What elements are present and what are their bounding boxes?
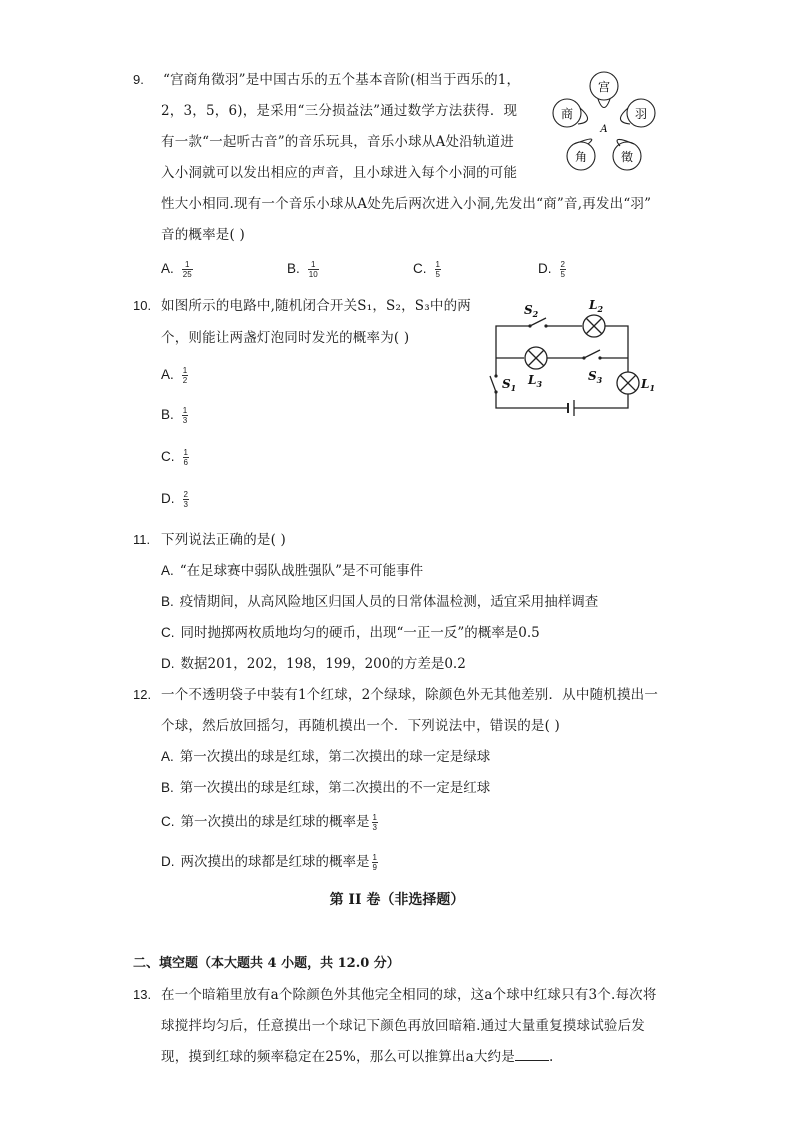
question-text-line: 2，3，5，6)，是采用“三分损益法”通过数学方法获得．现 <box>161 103 518 119</box>
question-number: 12. <box>133 687 152 702</box>
option-c: C. 同时抛掷两枚质地均匀的硬币，出现“一正一反”的概率是0.5 <box>161 625 540 641</box>
music-toy-figure <box>550 66 660 176</box>
figure-label-yu: 羽 <box>634 107 648 121</box>
option-a: A. “在足球赛中弱队战胜强队”是不可能事件 <box>161 563 424 579</box>
fraction: $\frac{1}{6}$ <box>183 448 188 467</box>
question-text-line: 音的概率是( ) <box>161 227 245 243</box>
section-heading: 二、填空题（本大题共 4 小题，共 12.0 分） <box>133 956 400 971</box>
question-text-line: “宫商角徵羽”是中国古乐的五个基本音阶(相当于西乐的1， <box>163 72 521 88</box>
question-number: 9. <box>133 72 144 87</box>
fraction: $\frac{1}{5}$ <box>435 260 440 279</box>
fraction: $\frac{1}{10}$ <box>308 260 318 279</box>
option-b: B. 疫情期间，从高风险地区归国人员的日常体温检测，适宜采用抽样调查 <box>161 594 599 610</box>
fraction: $\frac{1}{9}$ <box>372 853 377 872</box>
question-text-line: 入小洞就可以发出相应的声音，且小球进入每个小洞的可能 <box>161 165 518 181</box>
l2-label: $L_2$ <box>589 298 604 314</box>
fraction: $\frac{1}{2}$ <box>182 366 188 385</box>
question-text-line: 如图所示的电路中,随机闭合开关S₁，S₂，S₃中的两 <box>161 298 471 314</box>
fraction: $\frac{2}{5}$ <box>560 260 565 279</box>
option-c: C. $\frac{1}{5}$ <box>413 260 440 279</box>
figure-label-gong: 宫 <box>597 80 611 94</box>
option-a: A. $\frac{1}{2}$ <box>161 366 188 385</box>
l1-label: $L_1$ <box>641 377 656 393</box>
question-text-line: 有一款“一起听古音”的音乐玩具，音乐小球从A处沿轨道进 <box>161 134 514 150</box>
question-text-line: 个球，然后放回摇匀，再随机摸出一个．下列说法中，错误的是( ) <box>161 718 561 734</box>
fraction: $\frac{1}{3}$ <box>182 406 188 425</box>
option-c: C. 第一次摸出的球是红球的概率是 $\frac{1}{3}$ <box>161 813 377 832</box>
l3-label: $L_3$ <box>528 373 543 389</box>
option-b: B. $\frac{1}{3}$ <box>161 406 188 425</box>
question-text-line: 在一个暗箱里放有a个除颜色外其他完全相同的球，这a个球中红球只有3个.每次将 <box>161 987 657 1003</box>
part-title: 第 II 卷（非选择题） <box>329 892 465 908</box>
s3-label: $S_3$ <box>588 369 603 385</box>
question-number: 13. <box>133 987 152 1002</box>
figure-label-shang: 商 <box>560 107 574 121</box>
option-b: B. 第一次摸出的球是红球，第二次摸出的不一定是红球 <box>161 780 491 796</box>
question-number: 10. <box>133 298 152 313</box>
question-text-line: 一个不透明袋子中装有1个红球，2个绿球，除颜色外无其他差别．从中随机摸出一 <box>161 687 659 703</box>
question-text-line-last: 现，摸到红球的频率稳定在25%，那么可以推算出a大约是 . <box>161 1049 554 1065</box>
option-d: D. $\frac{2}{3}$ <box>161 490 188 509</box>
option-d: D. $\frac{2}{5}$ <box>538 260 565 279</box>
answer-blank[interactable] <box>515 1048 549 1061</box>
figure-label-jiao: 角 <box>574 150 588 164</box>
question-text-line: 球搅拌均匀后，任意摸出一个球记下颜色再放回暗箱.通过大量重复摸球试验后发 <box>161 1018 645 1034</box>
s1-label: $S_1$ <box>502 377 517 393</box>
option-c: C. $\frac{1}{6}$ <box>161 448 188 467</box>
option-b: B. $\frac{1}{10}$ <box>287 260 318 279</box>
question-text-line: 个，则能让两盏灯泡同时发光的概率为( ) <box>161 330 410 346</box>
figure-label-zhi: 徵 <box>620 150 634 164</box>
question-number: 11. <box>133 532 151 547</box>
option-d: D. 数据201，202，198，199，200的方差是0.2 <box>161 656 466 672</box>
s2-label: $S_2$ <box>524 303 539 319</box>
option-a: A. $\frac{1}{25}$ <box>161 260 192 279</box>
question-text-line: 性大小相同.现有一个音乐小球从A处先后两次进入小洞,先发出“商”音,再发出“羽” <box>161 196 652 212</box>
question-stem: 下列说法正确的是( ) <box>161 532 287 548</box>
fraction: $\frac{2}{3}$ <box>183 490 188 509</box>
option-a: A. 第一次摸出的球是红球，第二次摸出的球一定是绿球 <box>161 749 491 765</box>
circuit-figure <box>488 294 668 420</box>
fraction: $\frac{1}{3}$ <box>372 813 377 832</box>
option-d: D. 两次摸出的球都是红球的概率是 $\frac{1}{9}$ <box>161 853 377 872</box>
figure-label-center: A <box>600 124 608 135</box>
fraction: $\frac{1}{25}$ <box>182 260 192 279</box>
